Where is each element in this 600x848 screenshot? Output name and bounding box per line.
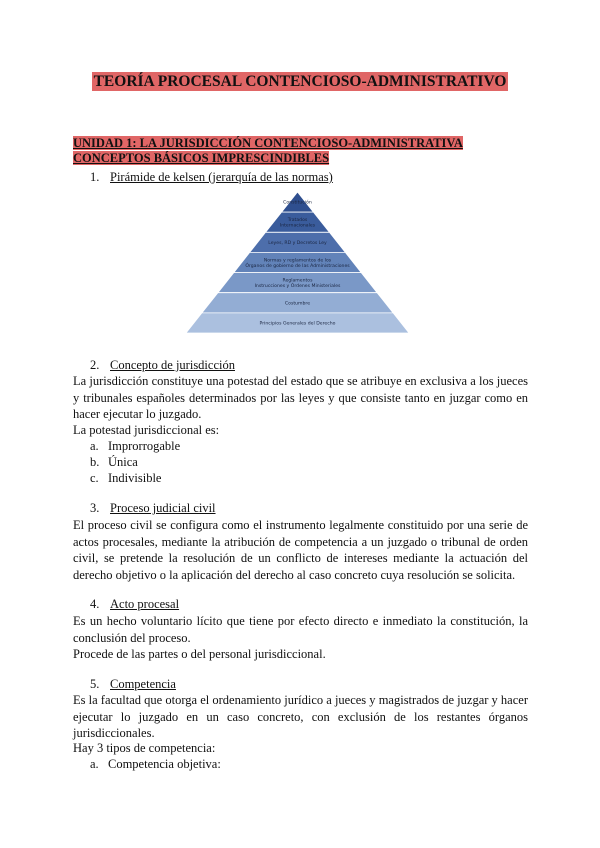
pyramid-level-label: Tratados (287, 218, 308, 223)
section-title: Pirámide de kelsen (jerarquía de las normas) (110, 170, 333, 184)
unit-title: UNIDAD 1: LA JURISDICCIÓN CONTENCIOSO-ADMINISTRATIVA (73, 136, 463, 150)
pyramid-level-label: Costumbre (284, 301, 311, 307)
list-item: a. Improrrogable (90, 439, 181, 453)
section-number: 4. (90, 597, 100, 611)
pyramid-level-label: Normas y reglamentos de los (263, 258, 332, 264)
potestad-intro: La potestad jurisdiccional es: (73, 423, 220, 437)
section-number: 5. (90, 677, 100, 691)
pyramid-level-label: Instrucciones y Órdenes Ministeriales (254, 284, 341, 289)
unit-subtitle: CONCEPTOS BÁSICOS IMPRESCINDIBLES (73, 151, 330, 165)
list-item: c. Indivisible (90, 471, 162, 485)
document-title: TEORÍA PROCESAL CONTENCIOSO-ADMINISTRATIVO (93, 73, 507, 90)
pyramid-level-label: Órganos de gobierno de las Administraciones (245, 263, 350, 269)
list-item: b. Única (90, 455, 138, 469)
section-title: Acto procesal (110, 597, 180, 611)
section-heading-4 (90, 597, 179, 612)
proceso-paragraph: El proceso civil se configura como el instrumento legalmente constituido por una serie de actos procesales, mediante la atribución de competencia a un juzgado o tribunal de orden civil, se pretende la resolución de un conflicto de intereses mediante la actuación del derecho objetivo o la aplicación del derecho al caso concreto cuya resolución se solicita. (73, 518, 528, 582)
section-heading-5 (90, 677, 176, 692)
tipos-list (90, 756, 221, 772)
pyramid-level-label: Internacionales (279, 223, 316, 229)
potestad-list (90, 438, 180, 486)
pyramid-level-label: Constitución (283, 200, 312, 206)
tipos-intro: Hay 3 tipos de competencia: (73, 741, 216, 755)
acto-paragraph: Es un hecho voluntario lícito que tiene por efecto directo e inmediato la constitución, la conclusión del proceso. (73, 614, 528, 645)
pyramid-level-label: Reglamentos (282, 278, 313, 284)
section-number: 2. (90, 358, 100, 372)
pyramid-level-label: Principios Generales del Derecho (259, 321, 336, 327)
competencia-paragraph: Es la facultad que otorga el ordenamiento jurídico a jueces y magistrados de juzgar y hacer ejecutar lo juzgado en un caso concreto, con exclusión de los restantes órganos jurisdiccionales. (73, 693, 528, 740)
section-title: Competencia (110, 677, 176, 691)
jurisdiccion-paragraph: La jurisdicción constituye una potestad del estado que se atribuye en exclusiva a los jueces y tribunales españoles determinados por las leyes y que consiste tanto en juzgar como en hacer ejecutar lo juzgado. (73, 374, 528, 421)
section-heading-2 (90, 358, 235, 373)
section-number: 1. (90, 170, 100, 184)
section-title: Proceso judicial civil (110, 501, 216, 515)
section-number: 3. (90, 501, 100, 515)
pyramid-level-label: Leyes, RD y Decretos Ley (268, 241, 327, 246)
unit-heading (73, 136, 463, 166)
acto-paragraph-2: Procede de las partes o del personal jurisdiccional. (73, 647, 326, 661)
section-heading-1 (90, 170, 333, 185)
section-heading-3 (90, 501, 216, 516)
list-item: a. Competencia objetiva: (90, 757, 221, 771)
section-title: Concepto de jurisdicción (110, 358, 235, 372)
kelsen-pyramid-diagram (185, 190, 410, 335)
